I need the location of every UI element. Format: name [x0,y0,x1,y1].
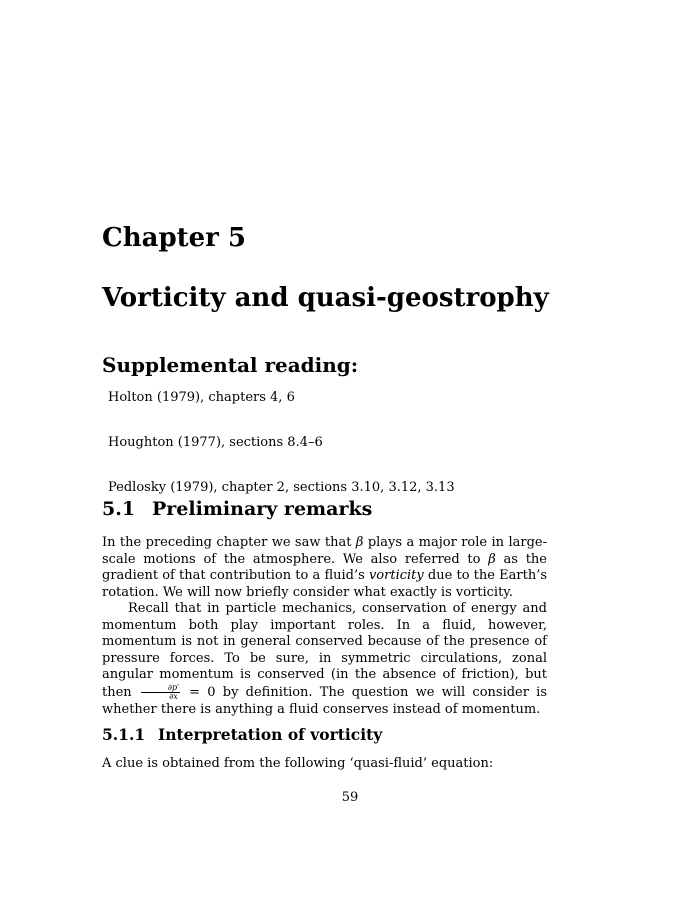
beta-symbol: β [355,535,364,550]
paragraph-preliminary-2 [102,601,547,718]
chapter-title: Vorticity and quasi-geostrophy [102,283,549,313]
para1-text-a: In the preceding chapter we saw that [102,535,356,550]
supplemental-reading-heading: Supplemental reading: [102,353,359,377]
reading-item: Houghton (1977), sections 8.4–6 [108,435,323,450]
para2-text-a: Recall that in particle mechanics, conservation of energy and momentum both play important roles. In a fluid, however, momentum is not in general conserved because of the presence of pressure forces. To be sure, in symmetric circulations, zonal angular momentum is conserved (in the absence of friction), but then [102,601,547,700]
para1-text-d: due to the Earth’s rotation. We will now briefly consider what exactly is vorticity. [102,568,548,600]
subsection-number: 5.1.1 [102,725,146,744]
subsection-title: Interpretation of vorticity [158,725,383,744]
vorticity-emphasis: vorticity [368,568,424,584]
para2-text-b: = 0 by definition. The question we will consider is whether there is anything a fluid conserves instead of momentum. [102,684,547,717]
chapter-label: Chapter 5 [102,223,247,253]
reading-item: Holton (1979), chapters 4, 6 [108,390,295,405]
beta-symbol: β [488,551,496,567]
section-title: Preliminary remarks [152,498,373,520]
paragraph-interpretation: A clue is obtained from the following ‘quasi-fluid’ equation: [102,756,494,771]
para1-text-b: plays a major role in large-scale motions of the atmosphere. We also referred to [102,535,547,567]
subsection-heading [102,725,382,745]
page-number: 59 [341,790,359,805]
fraction-numerator: ∂p′ [141,684,180,693]
section-number: 5.1 [102,498,136,520]
partial-derivative-fraction [141,684,180,701]
fraction-denominator: ∂x [169,691,178,701]
para1-text-c: as the gradient of that contribution to a fluid’s [102,551,547,584]
paragraph-preliminary-1 [102,535,547,601]
reading-item: Pedlosky (1979), chapter 2, sections 3.10, 3.12, 3.13 [108,480,455,495]
section-heading [102,497,372,521]
